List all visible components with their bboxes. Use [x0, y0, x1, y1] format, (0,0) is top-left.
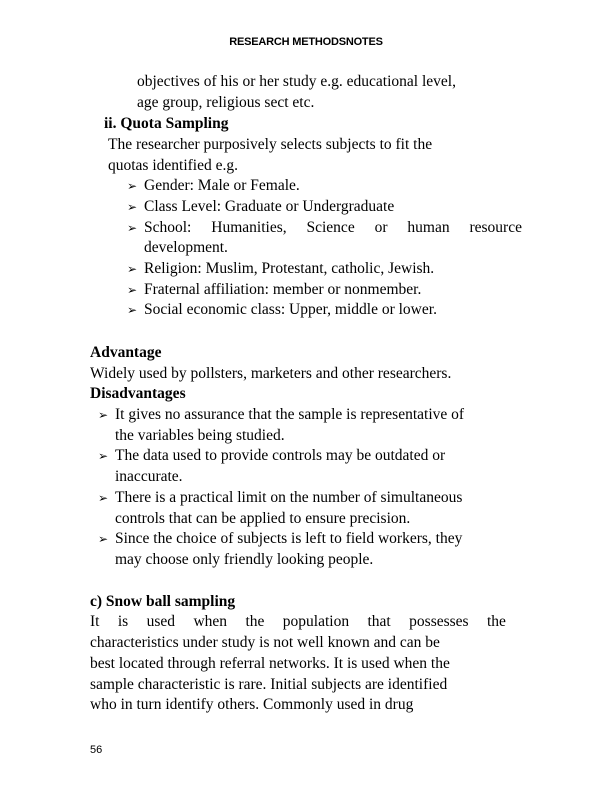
arrow-bullet-icon: ➢	[98, 532, 109, 546]
word: used	[146, 613, 176, 630]
snowball-paragraph-line: who in turn identify others. Commonly used in drug	[90, 696, 414, 713]
snowball-paragraph-line: characteristics under study is not well known and can be	[90, 634, 440, 651]
disadvantage-continuation: may choose only friendly looking people.	[115, 551, 374, 568]
word: Science	[306, 219, 355, 236]
quota-bullet	[127, 176, 300, 197]
arrow-bullet-icon: ➢	[127, 221, 138, 235]
snowball-paragraph-line: sample characteristic is rare. Initial subjects are identified	[90, 676, 448, 693]
disadvantage-bullet	[98, 446, 445, 467]
page-number: 56	[90, 744, 103, 756]
word: population	[282, 613, 350, 630]
word: resource	[469, 219, 522, 236]
word: or	[374, 219, 388, 236]
disadvantage-bullet	[98, 488, 462, 509]
arrow-bullet-icon: ➢	[127, 200, 138, 214]
arrow-bullet-icon: ➢	[127, 179, 138, 193]
word: human	[407, 219, 450, 236]
disadvantage-text: It gives no assurance that the sample is representative of	[115, 406, 465, 423]
disadvantages-heading: Disadvantages	[90, 385, 186, 402]
continuation-line: age group, religious sect etc.	[137, 94, 315, 111]
word: possesses	[409, 613, 469, 630]
word: It	[90, 613, 100, 630]
continuation-line: objectives of his or her study e.g. educational level,	[137, 73, 456, 90]
disadvantage-continuation: the variables being studied.	[115, 427, 285, 444]
word: when	[193, 613, 228, 630]
word: that	[367, 613, 391, 630]
disadvantage-bullet	[98, 529, 462, 550]
disadvantage-bullet	[98, 405, 464, 426]
snowball-sampling-heading: c) Snow ball sampling	[90, 593, 236, 610]
snowball-paragraph-line: best located through referral networks. It is used when the	[90, 655, 450, 672]
advantage-heading: Advantage	[90, 344, 162, 361]
running-header: RESEARCH METHODSNOTES	[229, 36, 383, 48]
word: is	[117, 613, 129, 630]
quota-bullet	[127, 280, 421, 301]
word: Humanities,	[211, 219, 287, 236]
disadvantage-continuation: inaccurate.	[115, 468, 183, 485]
disadvantage-continuation: controls that can be applied to ensure precision.	[115, 510, 411, 527]
disadvantage-text: The data used to provide controls may be outdated or	[115, 447, 446, 464]
advantage-text: Widely used by pollsters, marketers and other researchers.	[90, 365, 452, 382]
quota-bullet-continuation: development.	[144, 239, 228, 256]
arrow-bullet-icon: ➢	[127, 303, 138, 317]
quota-bullet-text: Fraternal affiliation: member or nonmember.	[144, 281, 422, 298]
disadvantage-text: There is a practical limit on the number of simultaneous	[115, 489, 463, 506]
quota-bullet	[127, 300, 437, 321]
quota-bullet-text: Social economic class: Upper, middle or lower.	[144, 301, 437, 318]
word: School:	[144, 219, 192, 236]
word: the	[245, 613, 265, 630]
snowball-paragraph-line	[90, 612, 506, 633]
quota-bullet	[127, 259, 434, 280]
arrow-bullet-icon: ➢	[98, 491, 109, 505]
arrow-bullet-icon: ➢	[127, 283, 138, 297]
quota-bullet	[127, 197, 394, 218]
quota-bullet-text: Religion: Muslim, Protestant, catholic, Jewish.	[144, 260, 435, 277]
disadvantage-text: Since the choice of subjects is left to field workers, they	[115, 530, 463, 547]
quota-paragraph-line: quotas identified e.g.	[108, 157, 238, 174]
quota-bullet-text	[144, 218, 522, 239]
quota-paragraph-line: The researcher purposively selects subjects to fit the	[108, 136, 433, 153]
word: the	[486, 613, 506, 630]
quota-bullet-text: Gender: Male or Female.	[144, 177, 300, 194]
quota-bullet-text: Class Level: Graduate or Undergraduate	[144, 198, 395, 215]
arrow-bullet-icon: ➢	[98, 408, 109, 422]
arrow-bullet-icon: ➢	[98, 449, 109, 463]
quota-sampling-heading: ii. Quota Sampling	[104, 115, 229, 132]
quota-bullet	[127, 218, 522, 239]
arrow-bullet-icon: ➢	[127, 262, 138, 276]
